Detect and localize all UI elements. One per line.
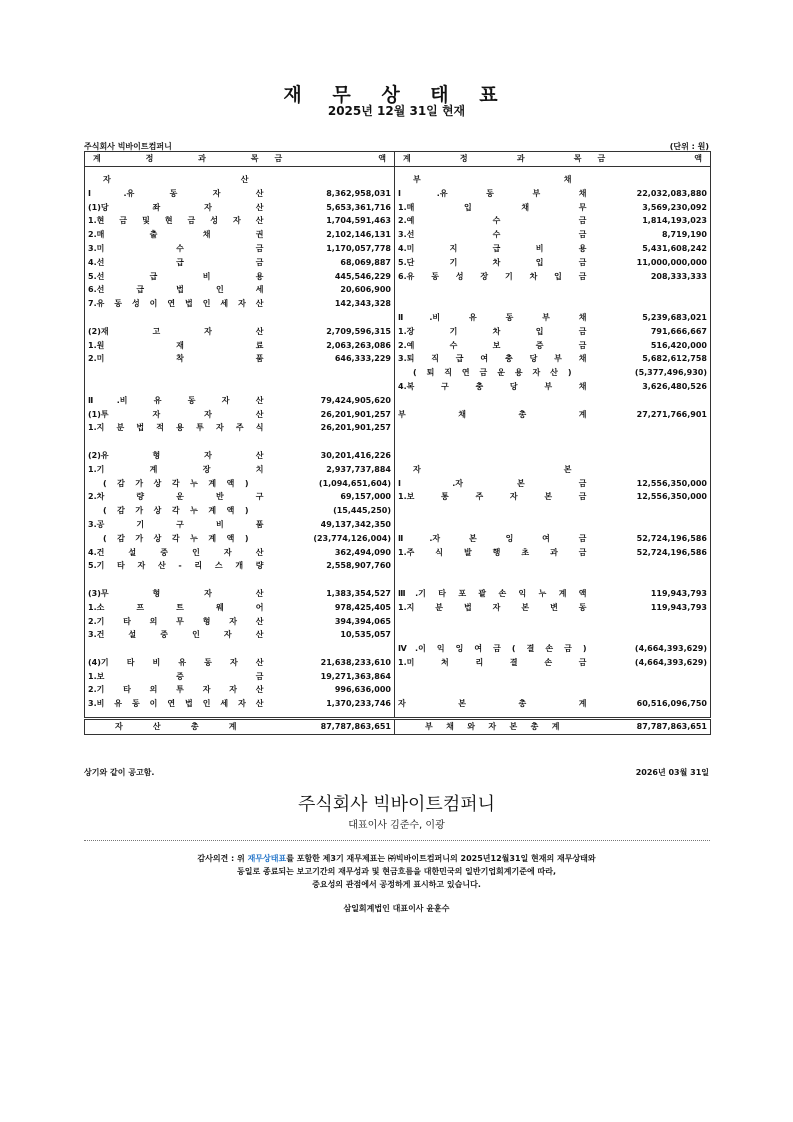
liability-equity-amount bbox=[590, 297, 711, 311]
liability-equity-amount bbox=[590, 615, 711, 629]
asset-account: Ⅰ.유 동 자 산 bbox=[85, 187, 267, 201]
asset-account: 1.원 재 료 bbox=[85, 339, 267, 353]
table-row bbox=[85, 490, 711, 504]
asset-account: (4)기 타 비 유 동 자 산 bbox=[85, 656, 267, 670]
liability-equity-account bbox=[395, 435, 590, 449]
table-row bbox=[85, 559, 711, 573]
asset-amount: 26,201,901,257 bbox=[267, 408, 395, 422]
asset-amount: 10,535,057 bbox=[267, 628, 395, 642]
asset-amount: 1,170,057,778 bbox=[267, 242, 395, 256]
table-row bbox=[85, 366, 711, 380]
asset-account: 3.공 기 구 비 품 bbox=[85, 518, 267, 532]
liability-equity-account: Ⅱ.자 본 잉 여 금 bbox=[395, 532, 590, 546]
liability-equity-account bbox=[395, 615, 590, 629]
liability-equity-amount: 119,943,793 bbox=[590, 601, 711, 615]
asset-account: 2.미 착 품 bbox=[85, 352, 267, 366]
liability-equity-amount: 3,626,480,526 bbox=[590, 380, 711, 394]
liability-equity-account: 3.퇴 직 급 여 충 당 부 채 bbox=[395, 352, 590, 366]
asset-account: 4.건 설 중 인 자 산 bbox=[85, 546, 267, 560]
table-row bbox=[85, 670, 711, 684]
liability-equity-amount bbox=[590, 683, 711, 697]
asset-amount: 394,394,065 bbox=[267, 615, 395, 629]
asset-amount: 68,069,887 bbox=[267, 256, 395, 270]
liability-equity-account: 3.선 수 금 bbox=[395, 228, 590, 242]
table-row bbox=[85, 683, 711, 697]
total-assets-label: 자 산 총 계 bbox=[85, 719, 267, 735]
header-amount-right: 금 액 bbox=[590, 152, 711, 167]
table-row bbox=[85, 518, 711, 532]
liability-equity-account: 1.보 통 주 자 본 금 bbox=[395, 490, 590, 504]
asset-account: 2.기 타 의 투 자 자 산 bbox=[85, 683, 267, 697]
asset-amount: 1,704,591,463 bbox=[267, 214, 395, 228]
header-account-left: 계 정 과 목 bbox=[85, 152, 267, 167]
statement-date: 2025년 12월 31일 현재 bbox=[327, 104, 466, 118]
liability-equity-amount bbox=[590, 435, 711, 449]
liability-equity-amount bbox=[590, 559, 711, 573]
liability-equity-account: 2.예 수 금 bbox=[395, 214, 590, 228]
asset-amount bbox=[267, 573, 395, 587]
liability-equity-amount: 5,431,608,242 bbox=[590, 242, 711, 256]
liability-equity-amount: 208,333,333 bbox=[590, 270, 711, 284]
table-row bbox=[85, 601, 711, 615]
table-row bbox=[85, 587, 711, 601]
spacer-cell bbox=[267, 711, 395, 719]
liability-equity-amount bbox=[590, 504, 711, 518]
liability-equity-amount: 12,556,350,000 bbox=[590, 477, 711, 491]
liability-equity-amount: 27,271,766,901 bbox=[590, 408, 711, 422]
asset-amount: 20,606,900 bbox=[267, 283, 395, 297]
total-liabilities-equity-amount: 87,787,863,651 bbox=[590, 719, 711, 735]
table-row bbox=[85, 352, 711, 366]
asset-account bbox=[85, 380, 267, 394]
table-row bbox=[85, 449, 711, 463]
asset-account: 1.소 프 트 웨 어 bbox=[85, 601, 267, 615]
asset-amount: 978,425,405 bbox=[267, 601, 395, 615]
liability-equity-amount: 119,943,793 bbox=[590, 587, 711, 601]
asset-account bbox=[85, 311, 267, 325]
asset-account: 자 산 bbox=[85, 173, 267, 187]
liability-equity-account: Ⅰ.자 본 금 bbox=[395, 477, 590, 491]
liability-equity-account: 4.복 구 충 당 부 채 bbox=[395, 380, 590, 394]
asset-account: ( 감 가 상 각 누 계 액 ) bbox=[85, 477, 267, 491]
table-row bbox=[85, 187, 711, 201]
liability-equity-account: 5.단 기 차 입 금 bbox=[395, 256, 590, 270]
liability-equity-account bbox=[395, 628, 590, 642]
liability-equity-account bbox=[395, 297, 590, 311]
asset-account: 2.기 타 의 무 형 자 산 bbox=[85, 615, 267, 629]
spacer-cell bbox=[85, 711, 267, 719]
table-row bbox=[85, 532, 711, 546]
liability-equity-account: Ⅲ.기 타 포 괄 손 익 누 계 액 bbox=[395, 587, 590, 601]
table-row bbox=[85, 642, 711, 656]
liability-equity-account: 1.주 식 발 행 초 과 금 bbox=[395, 546, 590, 560]
asset-account: 7.유 동 성 이 연 법 인 세 자 산 bbox=[85, 297, 267, 311]
liability-equity-account: 부 채 총 계 bbox=[395, 408, 590, 422]
table-row bbox=[85, 656, 711, 670]
table-row bbox=[85, 435, 711, 449]
liability-equity-account: 자 본 총 계 bbox=[395, 697, 590, 711]
asset-amount bbox=[267, 435, 395, 449]
total-liabilities-equity-label: 부 채 와 자 본 총 계 bbox=[395, 719, 590, 735]
table-row bbox=[85, 201, 711, 215]
liability-equity-amount: 791,666,667 bbox=[590, 325, 711, 339]
liability-equity-amount: 5,682,612,758 bbox=[590, 352, 711, 366]
liability-equity-amount: 11,000,000,000 bbox=[590, 256, 711, 270]
table-row bbox=[85, 256, 711, 270]
table-row bbox=[85, 628, 711, 642]
asset-amount: 1,370,233,746 bbox=[267, 697, 395, 711]
asset-account: (1)투 자 자 산 bbox=[85, 408, 267, 422]
liability-equity-amount bbox=[590, 670, 711, 684]
liability-equity-amount: (4,664,393,629) bbox=[590, 642, 711, 656]
audit-line-1 bbox=[0, 852, 793, 865]
liability-equity-amount bbox=[590, 573, 711, 587]
asset-amount: 79,424,905,620 bbox=[267, 394, 395, 408]
liability-equity-amount: (4,664,393,629) bbox=[590, 656, 711, 670]
liability-equity-account bbox=[395, 283, 590, 297]
asset-account: 1.보 증 금 bbox=[85, 670, 267, 684]
liability-equity-account bbox=[395, 394, 590, 408]
asset-amount bbox=[267, 311, 395, 325]
liability-equity-account: 부 채 bbox=[395, 173, 590, 187]
liability-equity-amount bbox=[590, 449, 711, 463]
liability-equity-amount: 3,569,230,092 bbox=[590, 201, 711, 215]
asset-amount: (1,094,651,604) bbox=[267, 477, 395, 491]
audit-link[interactable]: 재무상태표 bbox=[247, 854, 287, 863]
asset-account: 4.선 급 금 bbox=[85, 256, 267, 270]
asset-amount bbox=[267, 173, 395, 187]
ceo-names: 대표이사 김준수, 이광 bbox=[348, 820, 445, 831]
asset-amount: 2,558,907,760 bbox=[267, 559, 395, 573]
liability-equity-amount: 5,239,683,021 bbox=[590, 311, 711, 325]
asset-account bbox=[85, 642, 267, 656]
liability-equity-amount: (5,377,496,930) bbox=[590, 366, 711, 380]
asset-amount: 2,063,263,086 bbox=[267, 339, 395, 353]
asset-amount: 2,937,737,884 bbox=[267, 463, 395, 477]
asset-account: 3.건 설 중 인 자 산 bbox=[85, 628, 267, 642]
liability-equity-amount bbox=[590, 394, 711, 408]
asset-account bbox=[85, 573, 267, 587]
asset-amount: 69,157,000 bbox=[267, 490, 395, 504]
statement-title: 재 무 상 태 표 bbox=[283, 84, 510, 106]
asset-account: (1)당 좌 자 산 bbox=[85, 201, 267, 215]
liability-equity-account bbox=[395, 504, 590, 518]
liability-equity-account bbox=[395, 559, 590, 573]
liability-equity-amount: 60,516,096,750 bbox=[590, 697, 711, 711]
header-amount-left: 금 액 bbox=[267, 152, 395, 167]
company-name: 주식회사 빅바이트컴퍼니 bbox=[84, 142, 172, 151]
liability-equity-account: 2.예 수 보 증 금 bbox=[395, 339, 590, 353]
asset-amount: 5,653,361,716 bbox=[267, 201, 395, 215]
liability-equity-account: 1.장 기 차 입 금 bbox=[395, 325, 590, 339]
asset-account: 5.기 타 자 산 - 리 스 개 량 bbox=[85, 559, 267, 573]
asset-amount: 362,494,090 bbox=[267, 546, 395, 560]
company-name-large: 주식회사 빅바이트컴퍼니 bbox=[298, 794, 495, 815]
asset-amount: 142,343,328 bbox=[267, 297, 395, 311]
unit-label: (단위 : 원) bbox=[669, 142, 709, 151]
liability-equity-amount: 12,556,350,000 bbox=[590, 490, 711, 504]
table-row bbox=[85, 297, 711, 311]
header-account-right: 계 정 과 목 bbox=[395, 152, 590, 167]
table-row bbox=[85, 339, 711, 353]
asset-account: (2)재 고 자 산 bbox=[85, 325, 267, 339]
liability-equity-account: Ⅱ.비 유 동 부 채 bbox=[395, 311, 590, 325]
asset-account bbox=[85, 435, 267, 449]
audit-line-1-rest: 를 포함한 제3기 재무제표는 ㈜빅바이트컴퍼니의 2025년12월31일 현재의 재무상태와 bbox=[286, 854, 596, 863]
table-row bbox=[85, 380, 711, 394]
asset-amount: (23,774,126,004) bbox=[267, 532, 395, 546]
liability-equity-amount bbox=[590, 283, 711, 297]
liability-equity-account: 1.지 분 법 자 본 변 동 bbox=[395, 601, 590, 615]
table-row bbox=[85, 283, 711, 297]
liability-equity-amount: 52,724,196,586 bbox=[590, 532, 711, 546]
table-row bbox=[85, 463, 711, 477]
auditor-name: 삼일회계법인 대표이사 윤훈수 bbox=[343, 904, 450, 913]
asset-account: 2.차 량 운 반 구 bbox=[85, 490, 267, 504]
asset-amount bbox=[267, 642, 395, 656]
liability-equity-amount bbox=[590, 628, 711, 642]
liability-equity-account: 1.매 입 채 무 bbox=[395, 201, 590, 215]
table-row bbox=[85, 477, 711, 491]
asset-account: ( 감 가 상 각 누 계 액 ) bbox=[85, 504, 267, 518]
asset-account: 1.현 금 및 현 금 성 자 산 bbox=[85, 214, 267, 228]
asset-amount: 21,638,233,610 bbox=[267, 656, 395, 670]
table-row bbox=[85, 697, 711, 711]
asset-account: 2.매 출 채 권 bbox=[85, 228, 267, 242]
liability-equity-account bbox=[395, 670, 590, 684]
asset-amount: 2,709,596,315 bbox=[267, 325, 395, 339]
liability-equity-account: ( 퇴 직 연 금 운 용 자 산 ) bbox=[395, 366, 590, 380]
liability-equity-amount bbox=[590, 421, 711, 435]
liability-equity-amount bbox=[590, 518, 711, 532]
liability-equity-account: Ⅰ.유 동 부 채 bbox=[395, 187, 590, 201]
spacer-row bbox=[85, 711, 711, 719]
asset-amount bbox=[267, 366, 395, 380]
asset-amount: 49,137,342,350 bbox=[267, 518, 395, 532]
table-row bbox=[85, 325, 711, 339]
liability-equity-account: 자 본 bbox=[395, 463, 590, 477]
liability-equity-account: Ⅳ.이 익 잉 여 금 ( 결 손 금 ) bbox=[395, 642, 590, 656]
asset-account: 1.기 계 장 치 bbox=[85, 463, 267, 477]
spacer-cell bbox=[590, 711, 711, 719]
asset-account: 3.비 유 동 이 연 법 인 세 자 산 bbox=[85, 697, 267, 711]
asset-amount bbox=[267, 380, 395, 394]
spacer-cell bbox=[395, 711, 590, 719]
asset-account: 1.지 분 법 적 용 투 자 주 식 bbox=[85, 421, 267, 435]
table-row bbox=[85, 214, 711, 228]
liability-equity-account bbox=[395, 683, 590, 697]
table-row bbox=[85, 504, 711, 518]
table-header-row bbox=[85, 152, 711, 167]
announcement-note: 상기와 같이 공고함. bbox=[84, 768, 155, 777]
asset-account: 5.선 급 비 용 bbox=[85, 270, 267, 284]
table-row bbox=[85, 173, 711, 187]
table-row bbox=[85, 573, 711, 587]
audit-line-2: 동일로 종료되는 보고기간의 재무성과 및 현금흐름을 대한민국의 일반기업회계기준에 따라, bbox=[237, 867, 556, 876]
audit-line-3: 중요성의 관점에서 공정하게 표시하고 있습니다. bbox=[312, 880, 481, 889]
liability-equity-amount: 1,814,193,023 bbox=[590, 214, 711, 228]
liability-equity-amount: 52,724,196,586 bbox=[590, 546, 711, 560]
table-row bbox=[85, 394, 711, 408]
liability-equity-account bbox=[395, 573, 590, 587]
liability-equity-amount: 22,032,083,880 bbox=[590, 187, 711, 201]
liability-equity-amount bbox=[590, 173, 711, 187]
audit-opinion bbox=[0, 852, 793, 891]
liability-equity-amount: 516,420,000 bbox=[590, 339, 711, 353]
liability-equity-account bbox=[395, 421, 590, 435]
liability-equity-account: 1.미 처 리 결 손 금 bbox=[395, 656, 590, 670]
table-row bbox=[85, 546, 711, 560]
asset-account bbox=[85, 366, 267, 380]
asset-amount: 445,546,229 bbox=[267, 270, 395, 284]
table-row bbox=[85, 228, 711, 242]
liability-equity-account bbox=[395, 449, 590, 463]
table-row bbox=[85, 408, 711, 422]
asset-amount: 30,201,416,226 bbox=[267, 449, 395, 463]
liability-equity-account bbox=[395, 518, 590, 532]
liability-equity-account: 4.미 지 급 비 용 bbox=[395, 242, 590, 256]
audit-prefix: 감사의견 : 위 bbox=[197, 854, 248, 863]
asset-amount: 1,383,354,527 bbox=[267, 587, 395, 601]
asset-amount: 646,333,229 bbox=[267, 352, 395, 366]
asset-account: ( 감 가 상 각 누 계 액 ) bbox=[85, 532, 267, 546]
table-row bbox=[85, 242, 711, 256]
totals-row bbox=[85, 719, 711, 735]
asset-account: (3)무 형 자 산 bbox=[85, 587, 267, 601]
asset-amount: (15,445,250) bbox=[267, 504, 395, 518]
liability-equity-amount: 8,719,190 bbox=[590, 228, 711, 242]
announcement-date: 2026년 03월 31일 bbox=[635, 768, 709, 777]
table-row bbox=[85, 270, 711, 284]
total-assets-amount: 87,787,863,651 bbox=[267, 719, 395, 735]
divider bbox=[84, 840, 710, 841]
asset-amount: 8,362,958,031 bbox=[267, 187, 395, 201]
asset-account: Ⅱ.비 유 동 자 산 bbox=[85, 394, 267, 408]
table-row bbox=[85, 311, 711, 325]
liability-equity-amount bbox=[590, 463, 711, 477]
table-row bbox=[85, 615, 711, 629]
balance-sheet-table bbox=[84, 151, 711, 735]
asset-account: (2)유 형 자 산 bbox=[85, 449, 267, 463]
asset-account: 6.선 급 법 인 세 bbox=[85, 283, 267, 297]
liability-equity-account: 6.유 동 성 장 기 차 입 금 bbox=[395, 270, 590, 284]
asset-amount: 996,636,000 bbox=[267, 683, 395, 697]
table-row bbox=[85, 421, 711, 435]
asset-amount: 2,102,146,131 bbox=[267, 228, 395, 242]
asset-account: 3.미 수 금 bbox=[85, 242, 267, 256]
asset-amount: 19,271,363,864 bbox=[267, 670, 395, 684]
asset-amount: 26,201,901,257 bbox=[267, 421, 395, 435]
